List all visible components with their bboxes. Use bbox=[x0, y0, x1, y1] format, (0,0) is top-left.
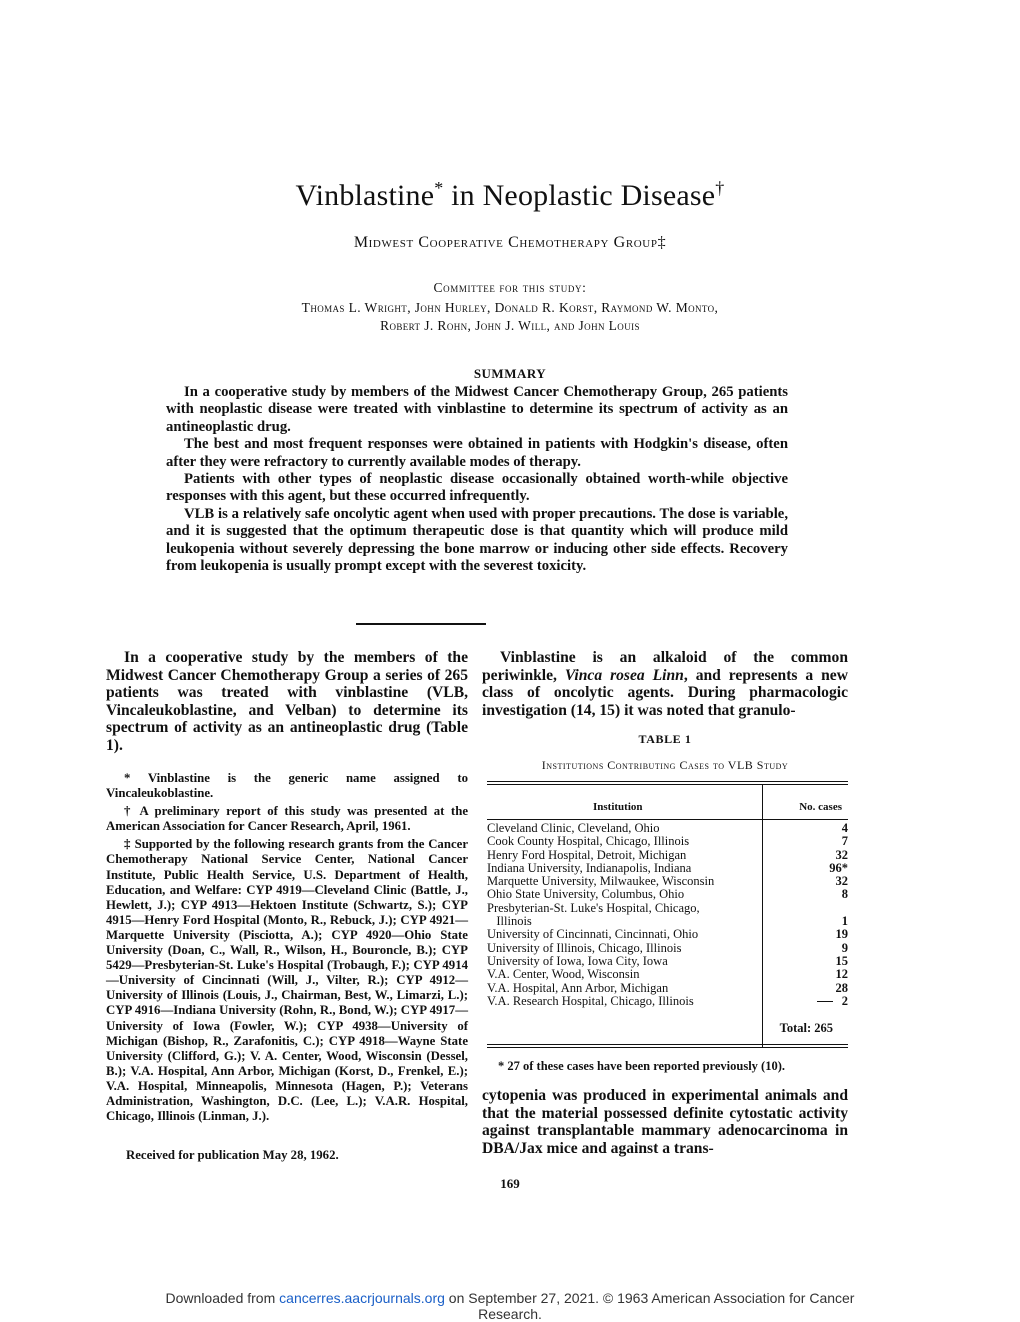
authors-line-1: Thomas L. Wright, John Hurley, Donald R. Korst, Raymond W. Monto, bbox=[301, 300, 719, 315]
received-date: Received for publication May 28, 1962. bbox=[126, 1148, 339, 1162]
institution-cell: V.A. Hospital, Ann Arbor, Michigan bbox=[487, 980, 669, 995]
institution-cell: Ohio State University, Columbus, Ohio bbox=[487, 887, 685, 902]
right-intro-paragraph bbox=[482, 649, 848, 719]
total-rule bbox=[817, 1001, 833, 1002]
right-intro-text: Vinblastine is an alkaloid of the common periwinkle, bbox=[482, 649, 848, 684]
summary-paragraph: In a cooperative study by members of the Midwest Cancer Chemotherapy Group, 265 patients with neoplastic disease were treated with vinblastine to determine its spectrum of activity as an antineoplastic drug. bbox=[166, 384, 788, 435]
footnote-grants: ‡ Supported by the following research grants from the Cancer Chemotherapy National Service Center, National Cancer Institute, Public Health Service, U.S. Department of Health, Education, and Welfare: CYP 4919—Cleveland Clinic (Battle, J., Hewlett, J.); CYP 4913—Hektoen Institute (Schwartz, S.); CYP 4915—Henry Ford Hospital (Monto, R., Rebuck, J.); CYP 4921—Marquette University (Pisciotta, A.); CYP 4920—Ohio State University (Doan, C., Wall, R., Wilson, H., Bouroncle, B.); CYP 5429—Presbyterian-St. Luke's Hospital (Trobaugh, F.); CYP 4914—University of Cincinnati (Will, J., Vilter, R.); CYP 4912—University of Illinois (Louis, J., Chairman, Best, W., Limarzi, L.); CYP 4916—Indiana University (Rohn, R., Bond, W.); CYP 4917—University of Iowa (Fowler, W.); CYP 4938—University of Michigan (Bishop, R., Zarafonitis, C.); CYP 4918—Wayne State University (Clifford, G.); V. A. Center, Wood, Wisconsin (Dessel, B.); V.A. Hospital, Ann Arbor, Michigan (Korst, D., Frenkel, E.); V.A. Hospital, Minneapolis, Minnesota (Hagen, P.); Veterans Administration, Washington, D.C. (Lee, L.); V.A.R. Hospital, Chicago, Illinois (Linman, J.). bbox=[106, 837, 468, 1124]
institution-cell: V.A. Center, Wood, Wisconsin bbox=[487, 967, 640, 982]
table-bottom-rule bbox=[487, 1047, 848, 1048]
table-footnote: * 27 of these cases have been reported previously (10). bbox=[498, 1059, 786, 1073]
title-dagger: † bbox=[715, 178, 725, 198]
table-row bbox=[487, 995, 848, 1008]
table-rows bbox=[487, 822, 848, 1008]
committee-authors bbox=[0, 299, 1020, 335]
download-suffix: on September 27, 2021. © 1963 American Association for Cancer bbox=[444, 1290, 855, 1306]
page-number: 169 bbox=[500, 1176, 520, 1191]
table-row bbox=[487, 875, 848, 888]
institution-cell: Marquette University, Milwaukee, Wisconsin bbox=[487, 874, 715, 889]
summary-paragraph: Patients with other types of neoplastic disease occasionally obtained worth-while objective responses with this agent, but these occurred infrequently. bbox=[166, 471, 788, 505]
download-prefix: Downloaded from bbox=[165, 1290, 280, 1306]
table-row bbox=[487, 955, 848, 968]
summary-paragraph: VLB is a relatively safe oncolytic agent when used with proper precautions. The dose is variable, and it is suggested that the optimum therapeutic dose is that quantity which will produce mild leukopenia without severely depressing the bone marrow or inducing other side effects. Recovery from leukopenia is usually prompt except with the severest toxicity. bbox=[166, 505, 788, 575]
column-header-institution: Institution bbox=[593, 801, 643, 813]
institutions-table bbox=[487, 781, 848, 1050]
cases-cell: 32 bbox=[835, 874, 848, 889]
right-intro-text: , and represents a new class of oncolytic agents. During pharmacologic investigation (14, 15) it was noted that granulo- bbox=[482, 666, 848, 719]
cases-cell: 2 bbox=[841, 993, 848, 1008]
institution-cell: Presbyterian-St. Luke's Hospital, Chicago, bbox=[487, 900, 700, 915]
institution-cell: Indiana University, Indianapolis, Indiana bbox=[487, 860, 692, 875]
cases-cell: 1 bbox=[841, 914, 848, 929]
table-row bbox=[487, 902, 848, 915]
table-label: TABLE 1 bbox=[638, 732, 692, 746]
right-column-intro bbox=[482, 649, 848, 719]
table-caption: Institutions Contributing Cases to VLB Study bbox=[541, 758, 789, 772]
cases-cell: 28 bbox=[835, 980, 848, 995]
cases-cell: 96* bbox=[829, 860, 848, 875]
institution-cell: Illinois bbox=[487, 914, 532, 929]
download-notice bbox=[0, 1290, 1020, 1322]
cases-cell: 4 bbox=[841, 821, 848, 835]
table-row bbox=[487, 928, 848, 941]
left-column-intro bbox=[106, 649, 468, 755]
authors-line-2: Robert J. Rohn, John J. Will, and John Louis bbox=[380, 318, 640, 333]
table-row bbox=[487, 968, 848, 981]
table-row bbox=[487, 835, 848, 848]
title-rest: in Neoplastic Disease bbox=[443, 179, 716, 212]
institution-cell: Cleveland Clinic, Cleveland, Ohio bbox=[487, 821, 660, 835]
footnote-preliminary-report: † A preliminary report of this study was presented at the American Association for Cancer Research, April, 1961. bbox=[106, 804, 468, 834]
title-main: Vinblastine bbox=[295, 179, 435, 212]
table-row bbox=[487, 982, 848, 995]
institution-cell: University of Iowa, Iowa City, Iowa bbox=[487, 953, 668, 968]
committee-label: Committee for this study: bbox=[433, 280, 587, 295]
cases-cell: 32 bbox=[835, 847, 848, 862]
footnotes bbox=[106, 771, 468, 1127]
journal-link[interactable]: cancerres.aacrjournals.org bbox=[279, 1290, 445, 1306]
table-row bbox=[487, 942, 848, 955]
table-bottom-rule bbox=[487, 1044, 848, 1045]
summary-heading: SUMMARY bbox=[473, 366, 547, 381]
paper-title bbox=[0, 178, 1020, 213]
table-row bbox=[487, 849, 848, 862]
table-row bbox=[487, 822, 848, 835]
cases-cell: 7 bbox=[841, 834, 848, 849]
table-row bbox=[487, 888, 848, 901]
table-total: Total: 265 bbox=[779, 1021, 833, 1035]
right-column-continued bbox=[482, 1087, 848, 1157]
institution-cell: V.A. Research Hospital, Chicago, Illinois bbox=[487, 993, 694, 1008]
download-line-2: Research. bbox=[478, 1306, 542, 1322]
summary bbox=[166, 384, 788, 575]
download-line-1 bbox=[0, 1290, 1020, 1306]
title-asterisk: * bbox=[434, 178, 444, 198]
table-top-rule bbox=[487, 784, 848, 785]
cases-cell: 19 bbox=[835, 927, 848, 942]
summary-paragraph: The best and most frequent responses were obtained in patients with Hodgkin's disease, often after they were refractory to currently available modes of therapy. bbox=[166, 436, 788, 470]
intro-paragraph: In a cooperative study by the members of the Midwest Cancer Chemotherapy Group a series of 265 patients was treated with vinblastine (VLB, Vincaleukoblastine, and Velban) to determine its spectrum of activity as an antineoplastic drug (Table 1). bbox=[106, 649, 468, 754]
cases-cell: 9 bbox=[841, 940, 848, 955]
table-top-rule bbox=[487, 781, 848, 782]
cases-cell: 15 bbox=[835, 953, 848, 968]
table-header-rule bbox=[487, 819, 848, 820]
institution-cell: Cook County Hospital, Chicago, Illinois bbox=[487, 834, 690, 849]
group-name: Midwest Cooperative Chemotherapy Group bbox=[353, 234, 658, 251]
cases-cell: 8 bbox=[841, 887, 848, 902]
group-mark: ‡ bbox=[657, 234, 667, 251]
institution-cell: University of Illinois, Chicago, Illinois bbox=[487, 940, 682, 955]
cases-cell bbox=[778, 902, 848, 915]
section-divider bbox=[356, 623, 486, 625]
footnote-vinblastine: * Vinblastine is the generic name assigned to Vincaleukoblastine. bbox=[106, 771, 468, 801]
table-row bbox=[487, 915, 848, 928]
cases-cell: 12 bbox=[835, 967, 848, 982]
species-name: Vinca rosea Linn bbox=[564, 666, 684, 684]
continued-paragraph: cytopenia was produced in experimental animals and that the material possessed definite cytostatic activity against transplantable mammary adenocarcinoma in DBA/Jax mice and against a trans- bbox=[482, 1087, 848, 1157]
institution-cell: Henry Ford Hospital, Detroit, Michigan bbox=[487, 847, 687, 862]
author-group bbox=[0, 234, 1020, 252]
column-header-cases: No. cases bbox=[799, 801, 842, 813]
institution-cell: University of Cincinnati, Cincinnati, Ohio bbox=[487, 927, 699, 942]
table-row bbox=[487, 862, 848, 875]
